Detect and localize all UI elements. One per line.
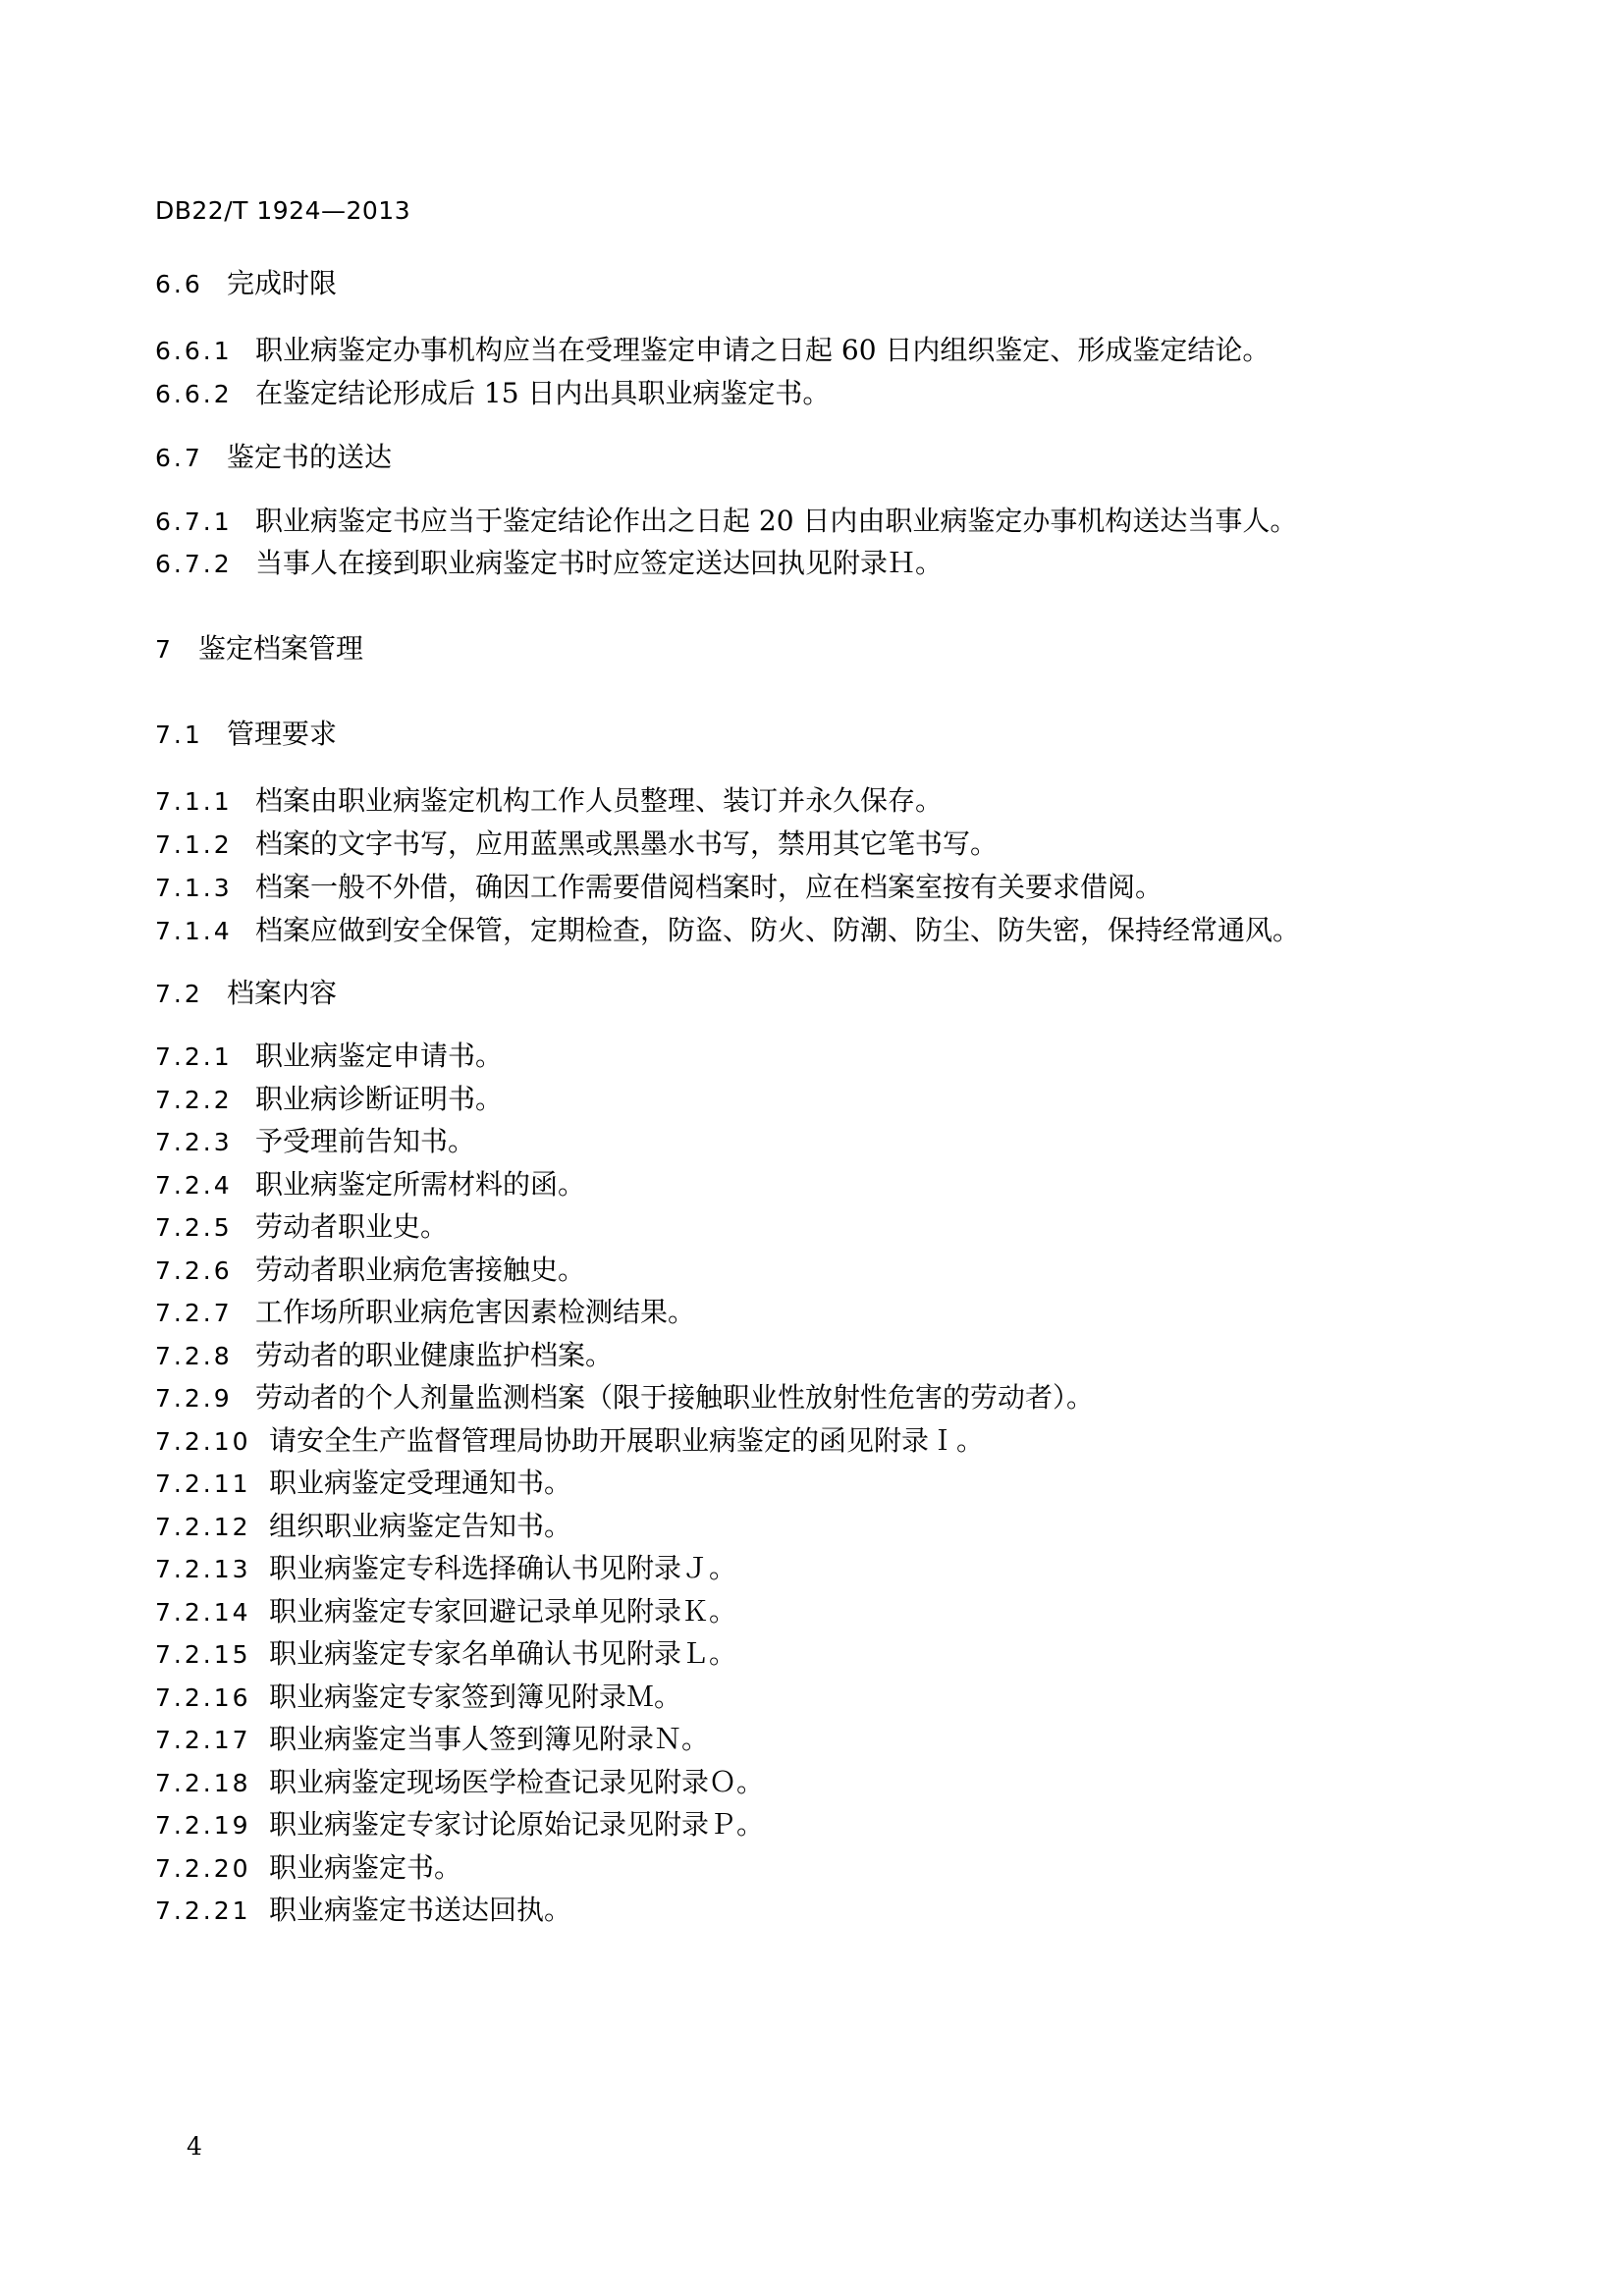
clause-number: 7.2.16 — [155, 1683, 251, 1712]
clause — [155, 1850, 461, 1887]
clause — [155, 1423, 984, 1460]
clause-number: 7.1.1 — [155, 787, 233, 816]
clause — [155, 1209, 448, 1246]
clause-text: 职业病鉴定所需材料的函。 — [255, 1168, 586, 1201]
chapter-heading — [155, 631, 363, 667]
clause-number: 7.2.6 — [155, 1256, 233, 1285]
clause-number: 7.2.8 — [155, 1342, 233, 1370]
clause-text: 职业病鉴定办事机构应当在受理鉴定申请之日起 60 日内组织鉴定、形成鉴定结论。 — [255, 334, 1271, 366]
clause — [155, 1039, 503, 1075]
clause-text: 职业病鉴定申请书。 — [255, 1040, 504, 1072]
clause-text: 职业病诊断证明书。 — [255, 1083, 504, 1115]
section-title: 鉴定书的送达 — [227, 441, 393, 473]
section-title: 管理要求 — [227, 718, 338, 750]
clause — [155, 333, 1270, 369]
clause-number: 7.2.2 — [155, 1086, 233, 1114]
clause — [155, 1893, 571, 1929]
page-number: 4 — [187, 2132, 202, 2161]
clause — [155, 1295, 695, 1331]
clause — [155, 1807, 764, 1843]
clause-text: 请安全生产监督管理局协助开展职业病鉴定的函见附录Ｉ。 — [269, 1424, 985, 1457]
clause-number: 7.2.15 — [155, 1640, 251, 1669]
clause — [155, 1338, 613, 1374]
section-heading — [155, 440, 392, 476]
clause — [155, 1765, 764, 1801]
clause-text: 职业病鉴定书。 — [269, 1851, 462, 1884]
clause — [155, 1167, 585, 1203]
clause-text: 组织职业病鉴定告知书。 — [269, 1510, 572, 1542]
clause-number: 7.2.20 — [155, 1854, 251, 1883]
clause — [155, 546, 943, 582]
clause-text: 职业病鉴定专家回避记录单见附录Ｋ。 — [269, 1595, 737, 1628]
clause — [155, 870, 1163, 906]
section-number: 7.1 — [155, 721, 203, 749]
clause-number: 7.1.3 — [155, 874, 233, 902]
clause-number: 7.1.2 — [155, 830, 233, 859]
clause — [155, 1124, 475, 1160]
clause-text: 劳动者职业病危害接触史。 — [255, 1254, 586, 1286]
clause-number: 7.2.13 — [155, 1555, 251, 1583]
clause-text: 职业病鉴定受理通知书。 — [269, 1467, 572, 1499]
clause-number: 7.2.21 — [155, 1896, 251, 1925]
section-number: 7.2 — [155, 980, 203, 1008]
clause-number: 7.2.3 — [155, 1128, 233, 1156]
section-title: 档案内容 — [227, 977, 338, 1009]
document-code: DB22/T 1924—2013 — [155, 196, 411, 225]
clause-number: 7.2.9 — [155, 1384, 233, 1413]
clause — [155, 783, 943, 820]
clause-text: 档案应做到安全保管，定期检查，防盗、防火、防潮、防尘、防失密，保持经常通风。 — [255, 914, 1301, 946]
clause-number: 7.2.19 — [155, 1811, 251, 1840]
clause-text: 职业病鉴定现场医学检查记录见附录Ｏ。 — [269, 1766, 765, 1798]
clause-text: 劳动者职业史。 — [255, 1210, 449, 1243]
clause-number: 7.1.4 — [155, 917, 233, 945]
clause-number: 6.6.2 — [155, 380, 233, 408]
clause — [155, 1466, 571, 1502]
clause-number: 7.2.11 — [155, 1469, 251, 1498]
chapter-title: 鉴定档案管理 — [198, 632, 364, 665]
clause-number: 7.2.5 — [155, 1213, 233, 1242]
clause-number: 7.2.18 — [155, 1769, 251, 1797]
section-number: 6.7 — [155, 444, 203, 472]
clause-text: 职业病鉴定专家签到簿见附录Ｍ。 — [269, 1681, 682, 1713]
clause-number: 7.2.14 — [155, 1598, 251, 1627]
section-heading — [155, 266, 337, 302]
clause-text: 职业病鉴定专家讨论原始记录见附录Ｐ。 — [269, 1808, 765, 1841]
clause — [155, 827, 998, 863]
clause — [155, 1551, 736, 1587]
clause-text: 职业病鉴定专科选择确认书见附录Ｊ。 — [269, 1552, 737, 1584]
clause — [155, 1680, 681, 1716]
section-heading — [155, 717, 337, 753]
clause-text: 档案的文字书写，应用蓝黑或黑墨水书写，禁用其它笔书写。 — [255, 828, 999, 860]
clause-number: 7.2.1 — [155, 1042, 233, 1071]
section-number: 6.6 — [155, 270, 203, 298]
clause — [155, 1253, 585, 1289]
section-title: 完成时限 — [227, 267, 338, 299]
clause-text: 在鉴定结论形成后 15 日内出具职业病鉴定书。 — [255, 377, 831, 409]
clause — [155, 376, 830, 412]
chapter-number: 7 — [155, 635, 174, 664]
clause — [155, 913, 1300, 949]
section-heading — [155, 976, 337, 1012]
clause-text: 职业病鉴定书应当于鉴定结论作出之日起 20 日内由职业病鉴定办事机构送达当事人。 — [255, 505, 1298, 537]
clause — [155, 1722, 709, 1758]
clause-text: 职业病鉴定当事人签到簿见附录Ｎ。 — [269, 1723, 710, 1755]
clause-text: 劳动者的职业健康监护档案。 — [255, 1339, 614, 1371]
clause-number: 6.6.1 — [155, 337, 233, 365]
clause-number: 7.2.7 — [155, 1299, 233, 1327]
clause — [155, 1380, 1094, 1416]
clause — [155, 1509, 571, 1545]
clause — [155, 1594, 736, 1630]
clause-text: 当事人在接到职业病鉴定书时应签定送达回执见附录Ｈ。 — [255, 547, 944, 579]
clause-number: 7.2.12 — [155, 1513, 251, 1541]
clause-text: 职业病鉴定专家名单确认书见附录Ｌ。 — [269, 1637, 737, 1670]
clause — [155, 1636, 736, 1673]
clause-number: 7.2.10 — [155, 1427, 251, 1456]
clause-text: 工作场所职业病危害因素检测结果。 — [255, 1296, 696, 1328]
clause-text: 劳动者的个人剂量监测档案（限于接触职业性放射性危害的劳动者）。 — [255, 1381, 1095, 1414]
clause-number: 6.7.2 — [155, 550, 233, 578]
clause-text: 予受理前告知书。 — [255, 1125, 476, 1157]
clause-number: 7.2.4 — [155, 1171, 233, 1200]
clause-text: 档案一般不外借，确因工作需要借阅档案时，应在档案室按有关要求借阅。 — [255, 871, 1163, 903]
clause — [155, 1082, 503, 1118]
clause-number: 7.2.17 — [155, 1726, 251, 1754]
clause-number: 6.7.1 — [155, 507, 233, 536]
clause-text: 职业病鉴定书送达回执。 — [269, 1894, 572, 1926]
clause — [155, 504, 1297, 540]
clause-text: 档案由职业病鉴定机构工作人员整理、装订并永久保存。 — [255, 784, 944, 817]
